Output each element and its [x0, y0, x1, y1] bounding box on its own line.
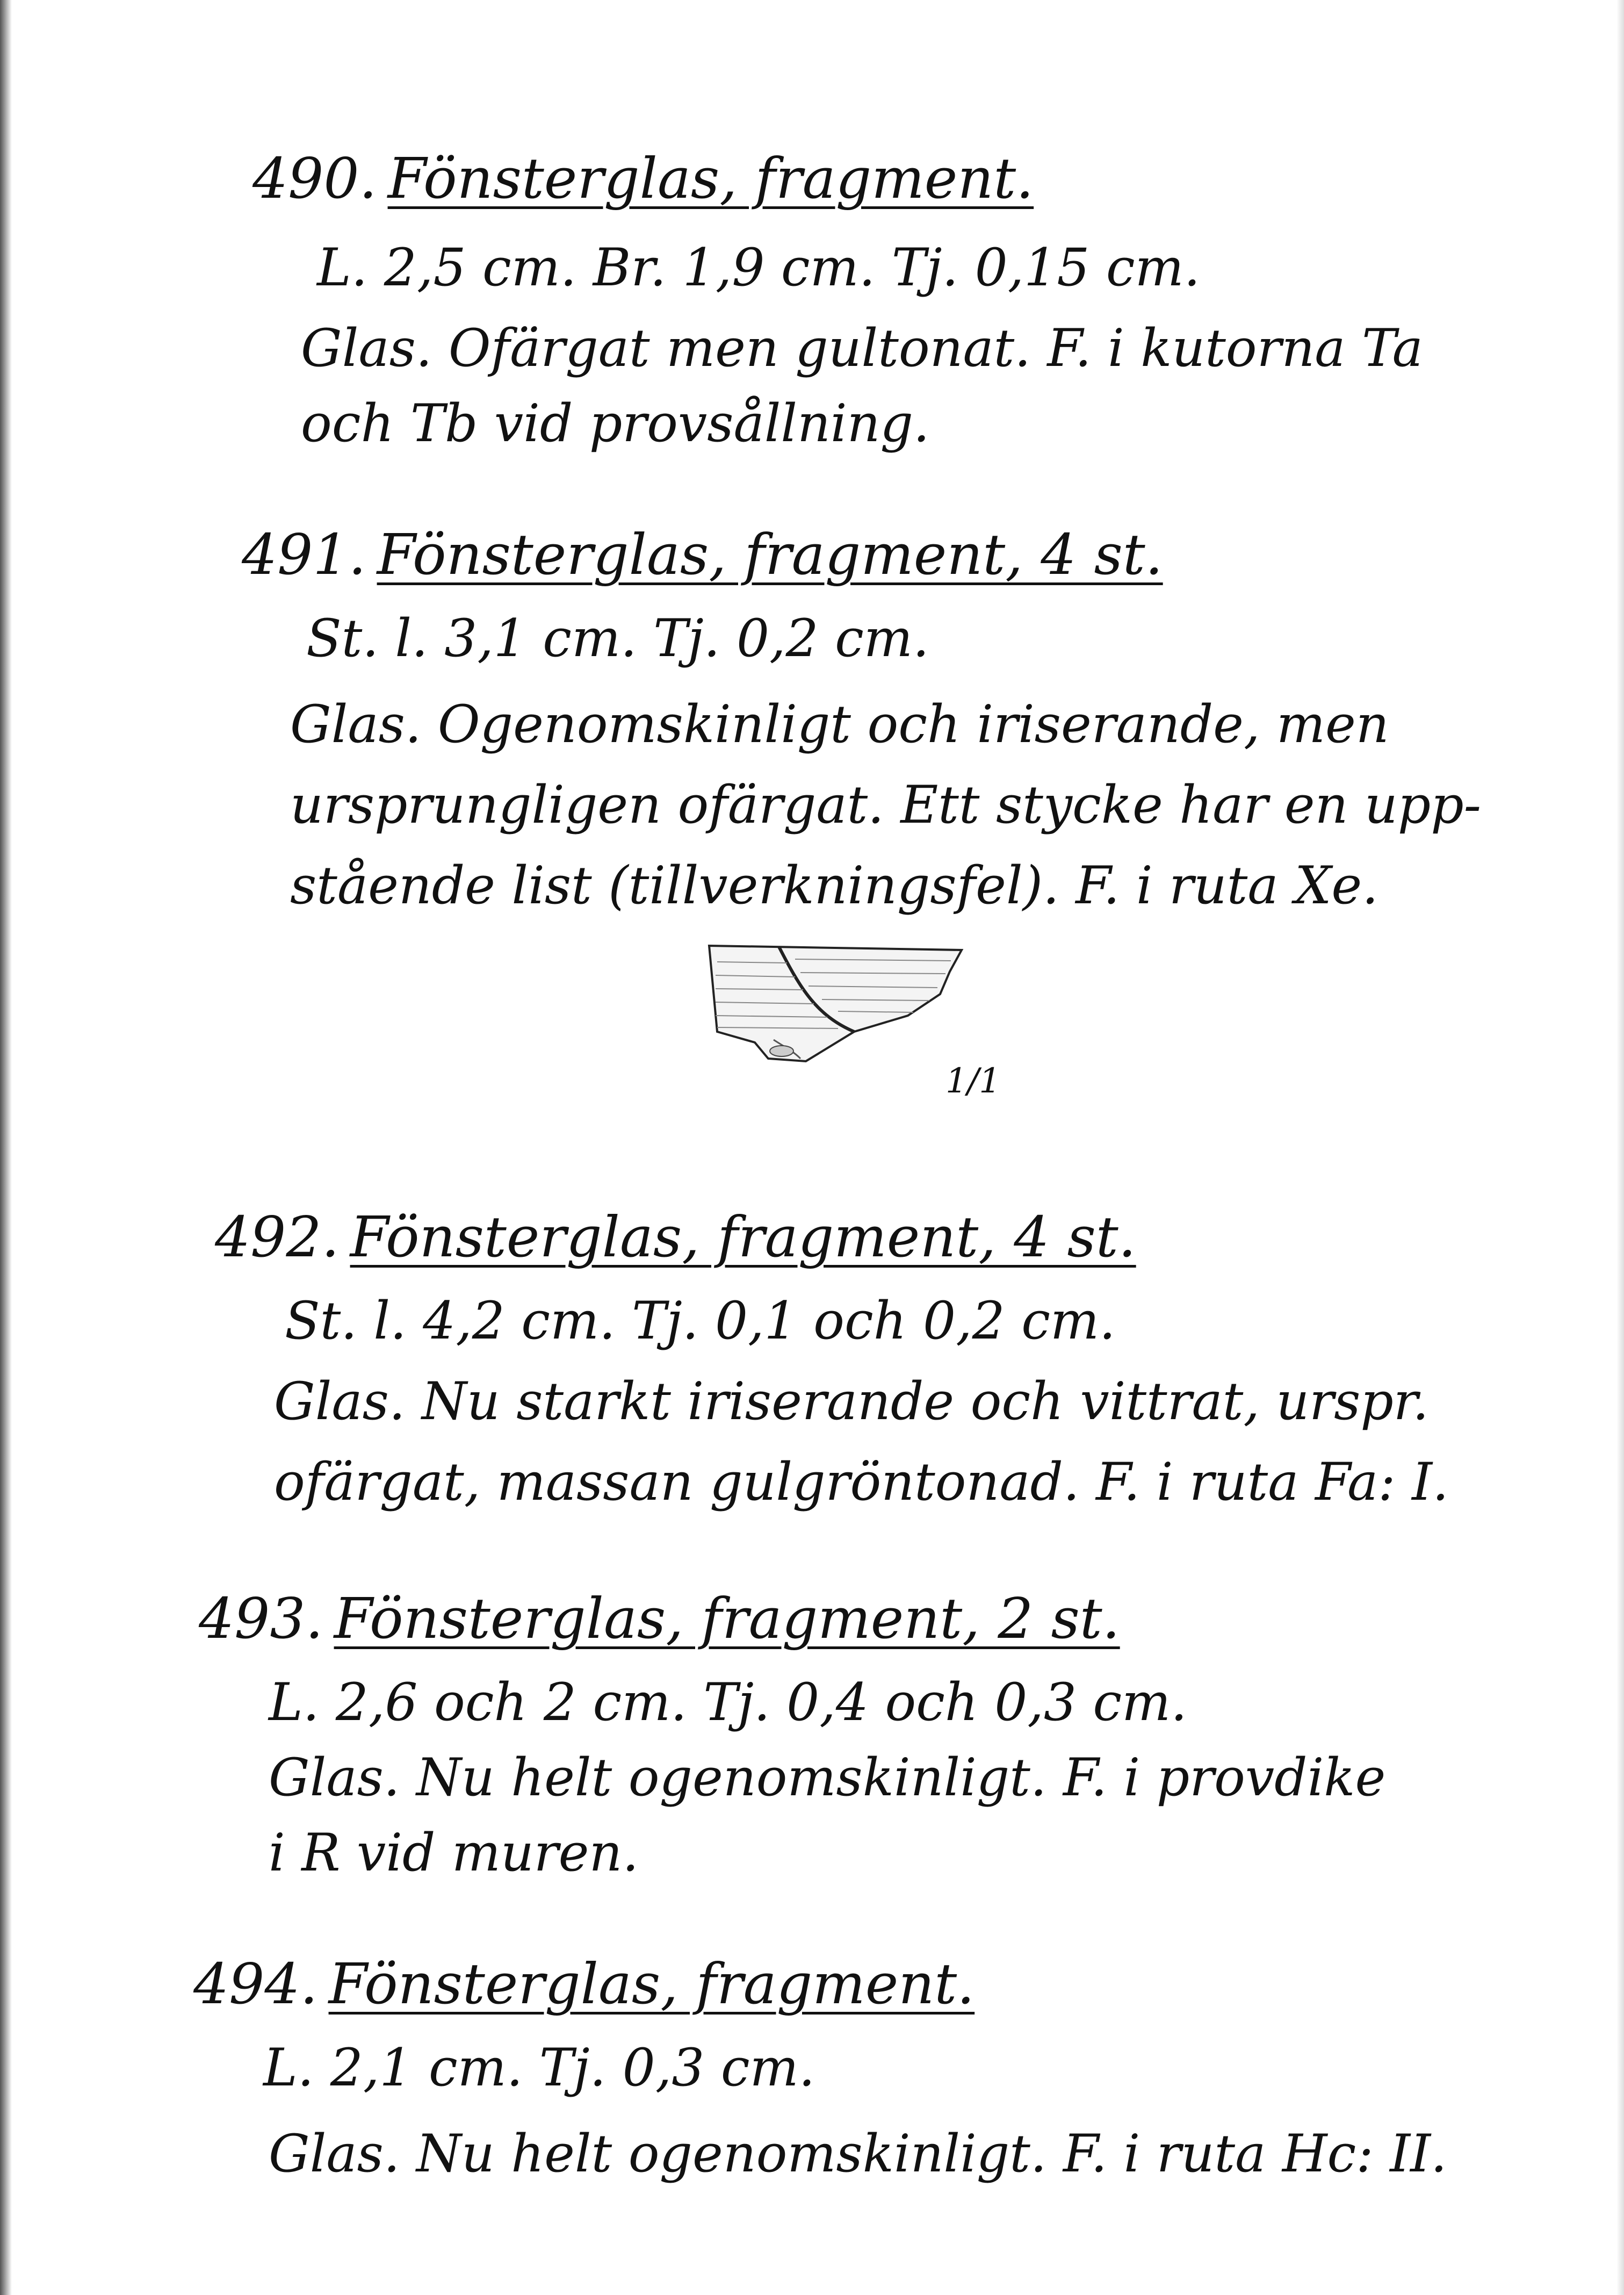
entry-measurements: St. l. 4,2 cm. Tj. 0,1 och 0,2 cm. — [285, 1291, 1116, 1351]
entry-number: 490. — [252, 146, 377, 211]
entry-title: Fönsterglas, fragment, 4 st. — [377, 522, 1163, 587]
entry-heading — [215, 1204, 1136, 1270]
entry-description: ofärgat, massan gulgröntonad. F. i ruta Fa: I. — [274, 1452, 1449, 1512]
entry-heading — [199, 1586, 1120, 1651]
entry-number: 491. — [242, 522, 366, 587]
entry-title: Fönsterglas, fragment. — [328, 1951, 975, 2017]
entry-heading — [252, 146, 1034, 211]
page-binding-edge — [0, 0, 12, 2295]
entry-heading — [242, 522, 1163, 587]
entry-number: 493. — [199, 1586, 323, 1651]
entry-measurements: L. 2,5 cm. Br. 1,9 cm. Tj. 0,15 cm. — [317, 238, 1201, 298]
entry-title: Fönsterglas, fragment, 2 st. — [334, 1586, 1120, 1651]
entry-title: Fönsterglas, fragment, 4 st. — [350, 1204, 1136, 1270]
page-right-edge — [1616, 0, 1624, 2295]
entry-description: stående list (tillverkningsfel). F. i ruta Xe. — [290, 855, 1378, 916]
entry-number: 494. — [193, 1951, 318, 2017]
entry-number: 492. — [215, 1204, 340, 1270]
entry-title: Fönsterglas, fragment. — [387, 146, 1034, 211]
entry-measurements: L. 2,6 och 2 cm. Tj. 0,4 och 0,3 cm. — [269, 1672, 1187, 1732]
scale-label: 1/1 — [945, 1061, 1001, 1101]
entry-measurements: L. 2,1 cm. Tj. 0,3 cm. — [263, 2038, 815, 2098]
entry-measurements: St. l. 3,1 cm. Tj. 0,2 cm. — [306, 608, 929, 668]
entry-description: Glas. Nu starkt iriserande och vittrat, urspr. — [274, 1371, 1429, 1431]
entry-description: Glas. Ofärgat men gultonat. F. i kutorna Ta — [301, 318, 1423, 378]
entry-heading — [193, 1951, 975, 2017]
glass-fragment-sketch — [693, 930, 1001, 1145]
entry-description: ursprungligen ofärgat. Ett stycke har en upp- — [290, 775, 1482, 835]
entry-description: och Tb vid provsållning. — [301, 393, 930, 454]
entry-description: i R vid muren. — [269, 1823, 639, 1883]
entry-description: Glas. Nu helt ogenomskinligt. F. i ruta Hc: II. — [269, 2124, 1447, 2184]
entry-description: Glas. Nu helt ogenomskinligt. F. i provdike — [269, 1747, 1386, 1808]
entry-description: Glas. Ogenomskinligt och iriserande, men — [290, 694, 1389, 754]
fragment-drawing-icon — [693, 930, 994, 1145]
